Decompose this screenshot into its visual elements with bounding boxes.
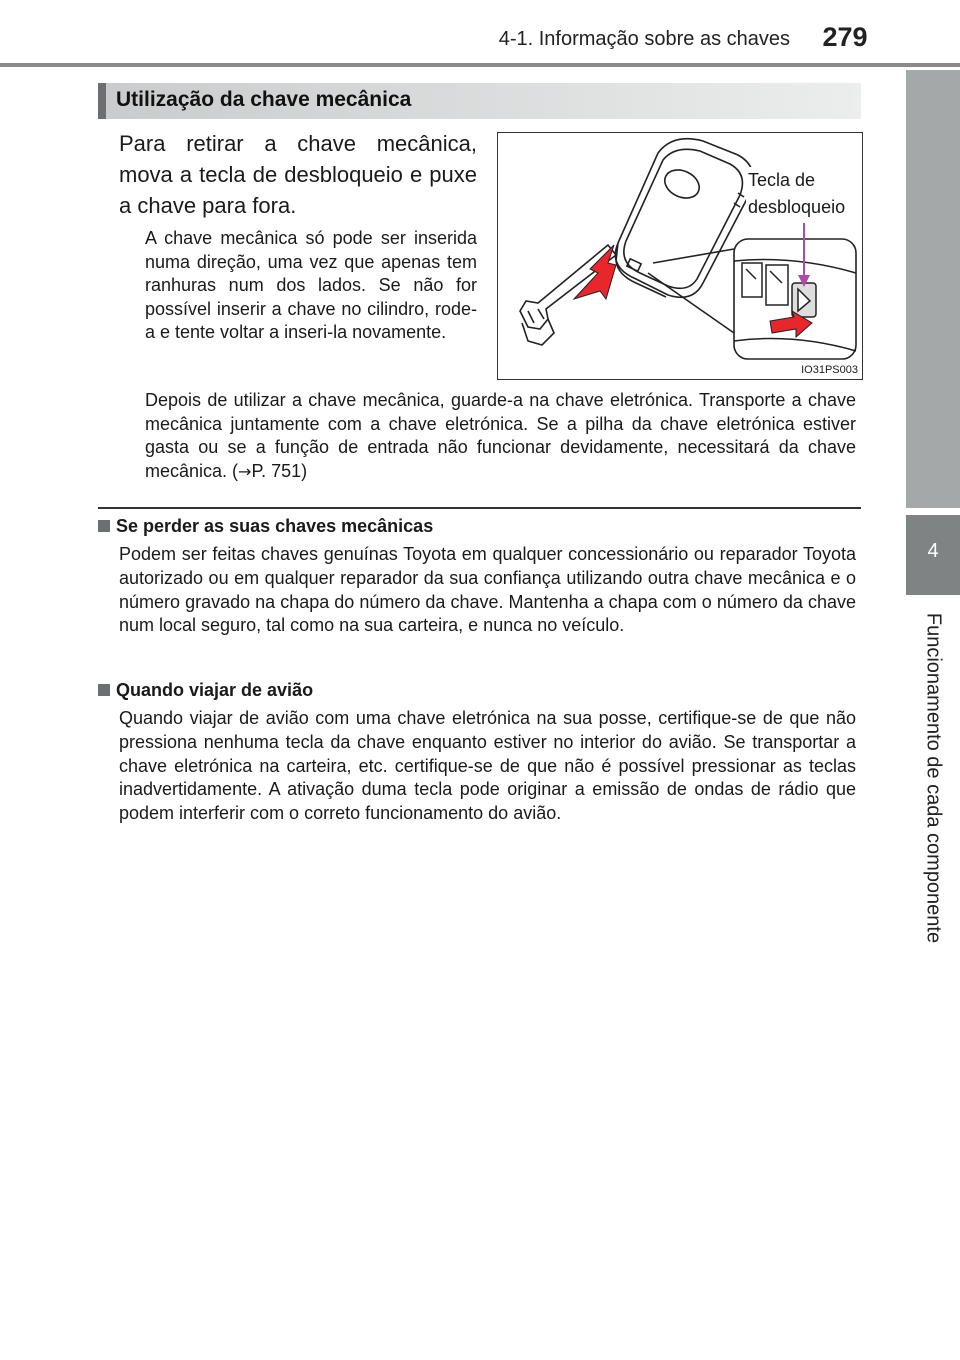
section-title: Utilização da chave mecânica [116,88,412,111]
chapter-title: Funcionamento de cada componente [922,612,945,944]
square-bullet-icon [98,684,110,696]
page-number: 279 [822,22,868,52]
header-chapter-section: 4-1. Informação sobre as chaves [498,28,790,50]
section-divider [98,507,861,509]
section-heading-accent [98,83,106,119]
page-reference-link[interactable]: P. 751) [251,460,308,481]
note-heading-text: Se perder as suas chaves mecânicas [116,516,434,536]
note-heading-text: Quando viajar de avião [116,680,314,700]
side-tab-upper [906,70,960,508]
chapter-number: 4 [927,540,939,562]
note-key-direction: A chave mecânica só pode ser inserida numa direção, uma vez que apenas tem ranhuras num dos lados. Se não for possível inserir a chave no cilindro, rode-a e tente voltar a inseri-la novamente. [145,228,477,342]
note-storage-text: Depois de utilizar a chave mecânica, guarde-a na chave eletrónica. Transporte a chave mecânica juntamente com a chave eletrónica. Se a pilha da chave eletrónica estiver gasta ou se a função de entrada não funcionar devidamente, necessitará da chave mecânica. ( [145,390,856,481]
intro-paragraph: Para retirar a chave mecânica, mova a tecla de desbloqueio e puxe a chave para fora. [119,131,477,218]
section-heading-bar [98,83,861,119]
square-bullet-icon [98,520,110,532]
arrow-right-icon: → [238,461,252,481]
unlock-label-line1: Tecla de [748,170,816,190]
unlock-label-line2: desbloqueio [748,197,846,217]
figure-code: IO31PS003 [801,364,858,376]
note-key-storage [145,389,856,483]
key-illustration [497,132,863,380]
note-heading-air-travel [98,680,313,701]
note-body-lost-keys: Podem ser feitas chaves genuínas Toyota em qualquer concessionário ou reparador Toyota autorizado ou em qualquer reparador da sua confiança utilizando outra chave mecânica e o número gravado na chapa do número da chave. Mantenha a chapa com o número da chave num local seguro, tal como na sua carteira, e nunca no veículo. [119,544,856,636]
unlock-button-label [746,167,847,221]
note-body-air-travel: Quando viajar de avião com uma chave eletrónica na sua posse, certifique-se de que não pressiona nenhuma tecla da chave enquanto estiver no interior do avião. Se transportar a chave eletrónica na carteira, etc. certifique-se de que não é possível pressionar as teclas inadvertidamente. A ativação duma tecla pode originar a emissão de ondas de rádio que podem interferir com o correto funcionamento do avião. [119,708,856,824]
note-heading-lost-keys [98,516,433,537]
header-rule [0,63,960,67]
